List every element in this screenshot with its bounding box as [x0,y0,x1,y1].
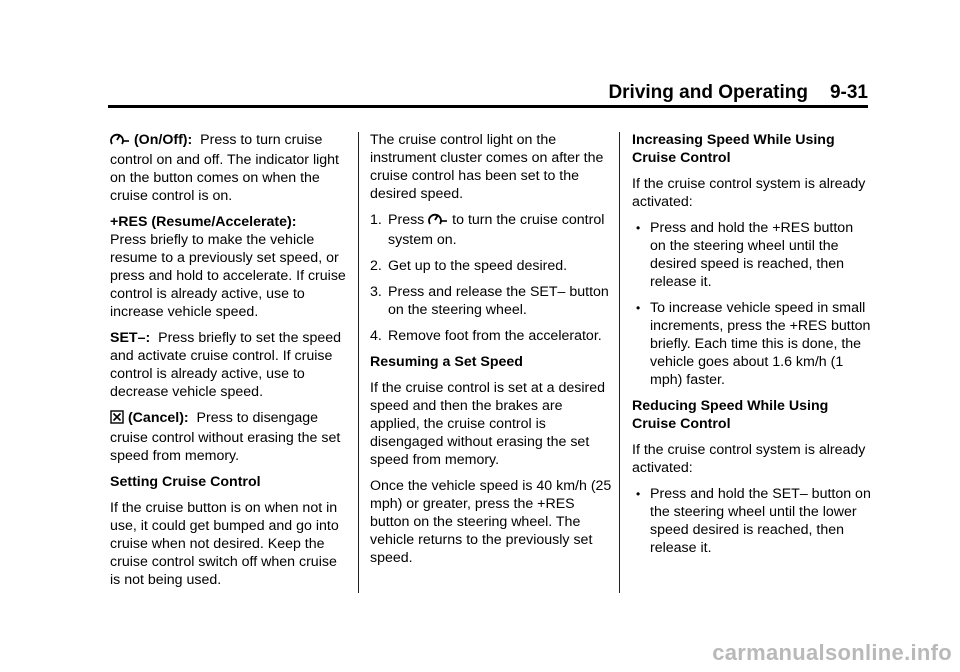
bullet-icon: • [636,221,641,235]
step-text: Remove foot from the accelerator. [388,328,602,344]
set-text: Press briefly to set the speed and activate cruise control. If cruise control is already active, use to decrease vehicle speed. [110,330,342,400]
list-item [632,485,872,557]
increasing-heading: Increasing Speed While Using Cruise Control [632,132,835,166]
list-item [370,257,615,275]
step-number: 1. [370,212,382,228]
bullet-icon: • [636,487,641,501]
list-item [370,283,615,319]
step-number: 2. [370,258,382,274]
step-text-before: Press [388,212,425,228]
onoff-text: Press to turn cruise control on and off. The indicator light on the button comes on when the cruise control is on. [110,132,339,204]
resuming-text-1: If the cruise control is set at a desired speed and then the brakes are applied, the cruise control is disengaged without erasing the set speed from memory. [370,380,605,468]
step-number: 4. [370,328,382,344]
reducing-heading: Reducing Speed While Using Cruise Control [632,398,829,432]
cruise-control-icon [428,211,448,231]
cancel-text: Press to disengage cruise control without erasing the set speed from memory. [110,410,341,464]
increasing-intro: If the cruise control system is already activated: [632,176,866,210]
resuming-text-2: Once the vehicle speed is 40 km/h (25 mph) or greater, press the +RES button on the steering wheel. The vehicle returns to the previously set speed. [370,478,612,566]
res-label: +RES (Resume/Accelerate): [110,214,297,230]
steps-list [370,211,615,345]
page-number: 9-31 [829,82,868,103]
bullet-text: Press and hold the SET– button on the steering wheel until the lower speed desired is reached, then release it. [650,486,871,556]
onoff-paragraph [110,131,350,205]
set-paragraph [110,329,350,401]
bullet-icon: • [636,301,641,315]
cancel-paragraph [110,409,350,465]
intro-text: The cruise control light on the instrument cluster comes on after the cruise control has been set to the desired speed. [370,132,604,202]
column-2 [370,131,615,575]
cruise-control-icon [110,131,130,151]
list-item [632,219,872,291]
cancel-label: (Cancel): [127,410,189,426]
step-text-after: to turn the cruise control system on. [388,212,605,248]
step-text: Press and release the SET– button on the steering wheel. [388,284,609,318]
onoff-label: (On/Off): [133,132,193,148]
bullet-text: To increase vehicle speed in small increments, press the +RES button briefly. Each time this is done, the vehicle goes about 1.6 km/h (1 mph) faster. [650,300,871,388]
column-1 [110,131,350,597]
increasing-bullets [632,219,872,389]
list-item [632,299,872,389]
step-text: Get up to the speed desired. [388,258,568,274]
column-divider-2 [619,132,620,593]
res-text: Press briefly to make the vehicle resume to a previously set speed, or press and hold to accelerate. If cruise control is already active, use to increase vehicle speed. [110,232,346,320]
reducing-intro: If the cruise control system is already activated: [632,442,866,476]
header-rule [108,105,868,108]
resuming-heading: Resuming a Set Speed [370,354,523,370]
setting-text: If the cruise button is on when not in use, it could get bumped and go into cruise when not desired. Keep the cruise control switch off when cruise is not being used. [110,500,339,588]
cruise-cancel-icon [110,410,124,429]
section-title: Driving and Operating [608,82,808,103]
bullet-text: Press and hold the +RES button on the steering wheel until the desired speed is reached, then release it. [650,220,854,290]
page-header [108,82,868,106]
res-paragraph [110,213,350,321]
list-item [370,327,615,345]
column-3 [632,131,872,565]
setting-heading: Setting Cruise Control [110,474,261,490]
step-number: 3. [370,284,382,300]
list-item [370,211,615,249]
site-watermark: carmanualsonline.info [712,640,952,665]
set-label: SET–: [110,330,151,346]
reducing-bullets [632,485,872,557]
column-divider-1 [358,132,359,593]
